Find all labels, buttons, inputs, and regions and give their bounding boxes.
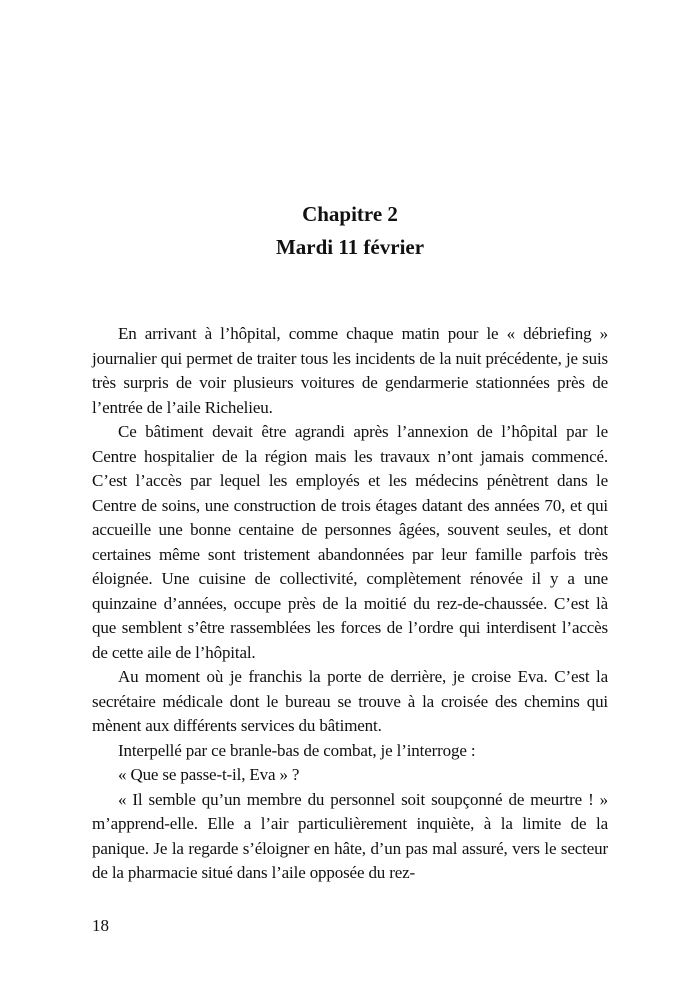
paragraph: « Il semble qu’un membre du personnel soit soupçonné de meurtre ! » m’apprend-elle. Elle a l’air particulièrement inquiète, à la limite de la panique. Je la regarde s’éloigner en hâte, d’un pas mal assuré, vers le secteur de la pharmacie situé dans l’aile opposée du rez- (92, 789, 608, 882)
page-number: 18 (92, 916, 109, 935)
chapter-heading (0, 198, 700, 264)
body-text (92, 322, 608, 886)
paragraph: « Que se passe-t-il, Eva » ? (118, 765, 300, 784)
chapter-date: Mardi 11 février (275, 235, 425, 259)
paragraph: En arrivant à l’hôpital, comme chaque matin pour le « débriefing » journalier qui permet de traiter tous les incidents de la nuit précédente, je suis très surpris de voir plusieurs voitures de gendarmerie stationnées près de l’entrée de l’aile Richelieu. (92, 324, 608, 417)
paragraph: Ce bâtiment devait être agrandi après l’annexion de l’hôpital par le Centre hospitalier de la région mais les travaux n’ont jamais commencé. C’est l’accès par lequel les employés et les médecins pénètrent dans le Centre de soins, une construction de trois étages datant des années 70, et qui accueille une bonne centaine de personnes âgées, souvent seules, et dont certaines même sont tristement abandonnées par leur famille parfois très éloignée. Une cuisine de collectivité, complètement rénovée il y a une quinzaine d’années, occupe près de la moitié du rez-de-chaussée. C’est là que semblent s’être rassemblées les forces de l’ordre qui interdisent l’accès de cette aile de l’hôpital. (92, 422, 608, 662)
chapter-title: Chapitre 2 (302, 202, 398, 226)
paragraph: Au moment où je franchis la porte de derrière, je croise Eva. C’est la secrétaire médicale dont le bureau se trouve à la croisée des chemins qui mènent aux différents services du bâtiment. (92, 667, 608, 735)
paragraph: Interpellé par ce branle-bas de combat, je l’interroge : (118, 740, 476, 760)
